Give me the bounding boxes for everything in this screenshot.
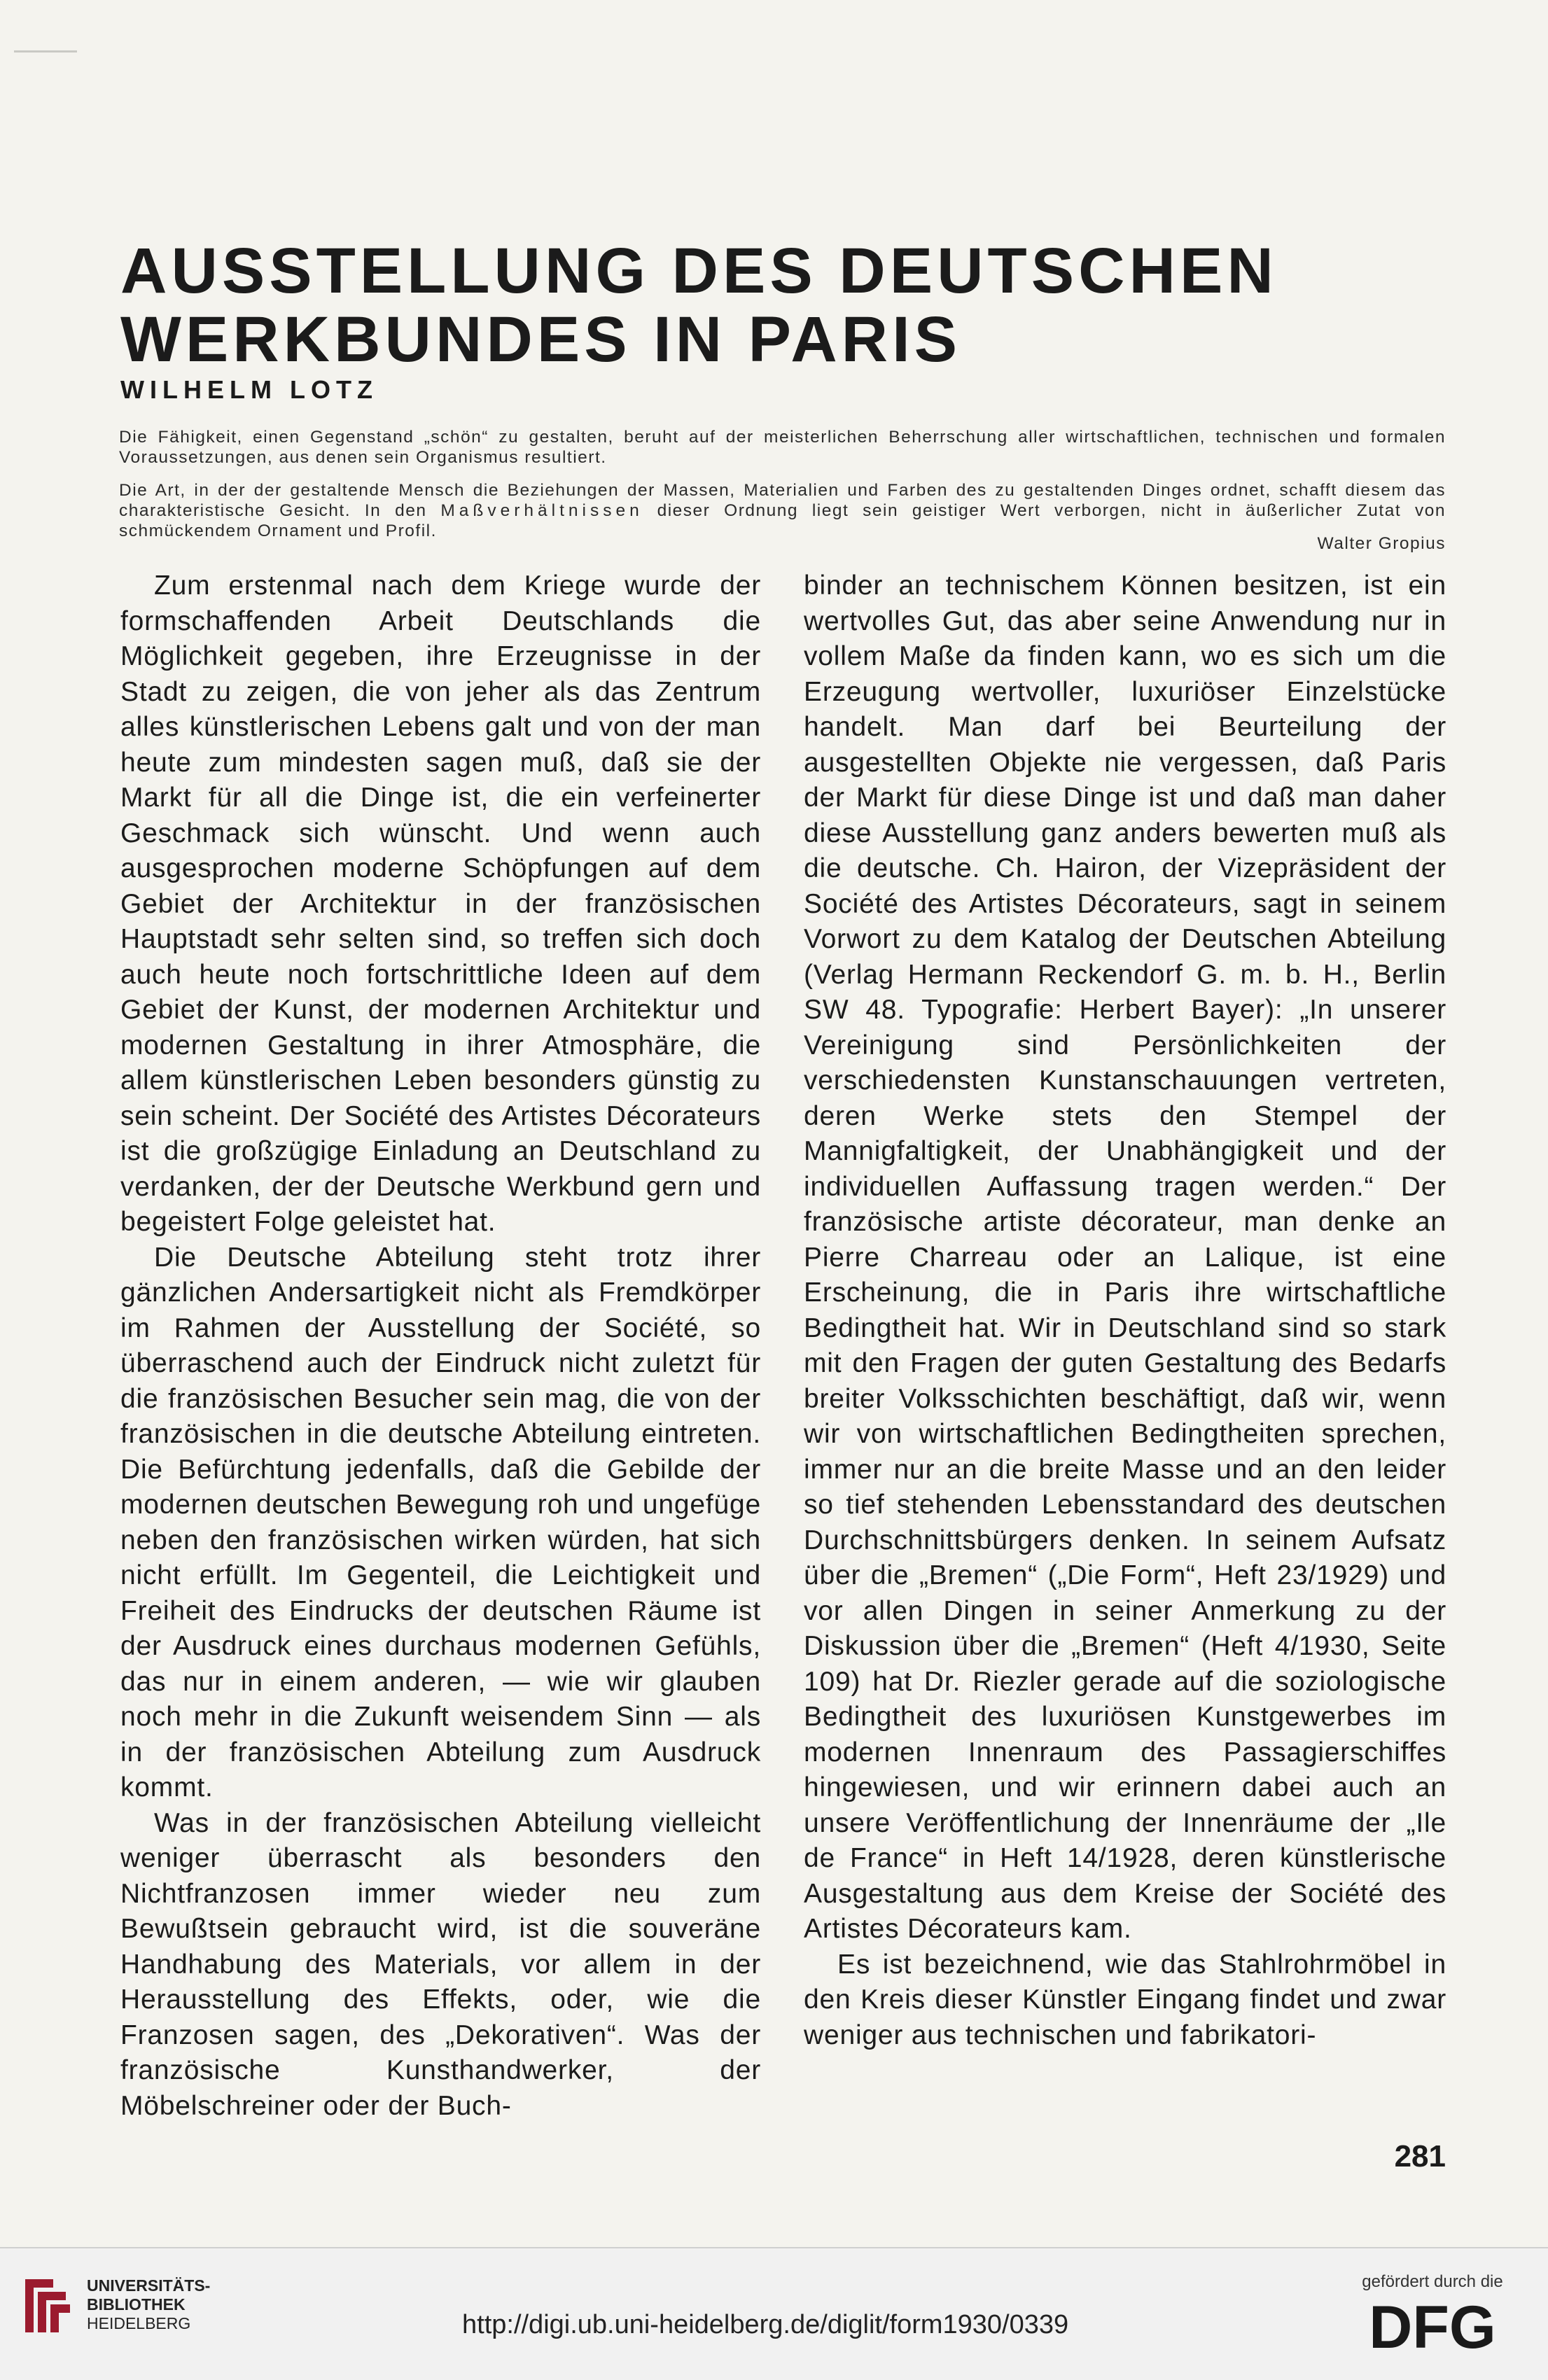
left-column (120, 568, 761, 2124)
body-paragraph: Zum erstenmal nach dem Kriege wurde der formschaffenden Arbeit Deutschlands die Möglichkeit gegeben, ihre Erzeugnisse in der Stadt zu zeigen, die von jeher als das Zentrum alles künstlerischen Lebens galt und von der man heute zum mindesten sagen muß, daß sie der Markt für all die Dinge ist, die ein verfeinerter Geschmack sich wünscht. Und wenn auch ausgesprochen moderne Schöpfungen auf dem Gebiet der Architektur in der französischen Hauptstadt sehr selten sind, so treffen sich doch auch heute noch fortschrittliche Ideen auf dem Gebiet der Kunst, der modernen Architektur und modernen Gestaltung in ihrer Atmosphäre, die allem künstlerischen Leben besonders günstig zu sein scheint. Der Société des Artistes Décorateurs ist die großzügige Einladung an Deutschland zu verdanken, der der Deutsche Werkbund gern und begeistert Folge geleistet hat. (120, 570, 761, 1237)
epigraph-text-a: Die Art, in der der gestaltende Mensch die Beziehungen der Massen, Materialien und Farben des zu gestaltenden Dinges ordnet, schafft diesem das charakteristische Gesicht. In den (119, 481, 1446, 520)
epigraph-signature: Walter Gropius (1317, 534, 1446, 553)
page-number: 281 (1394, 2139, 1446, 2174)
library-name-line3: HEIDELBERG (87, 2314, 191, 2332)
epigraph-text-b: dieser Ordnung liegt sein geistiger Wert verborgen, nicht in äußerlicher Zutat von schmückendem Ornament und Profil. (119, 501, 1446, 540)
funding-block (1359, 2272, 1506, 2356)
article-author: WILHELM LOTZ (120, 375, 378, 404)
body-paragraph: Was in der französischen Abteilung vielleicht weniger überrascht als besonders den Nichtfranzosen immer wieder neu zum Bewußtsein gebraucht wird, ist die souveräne Handhabung des Materials, vor allem in der Herausstellung des Effekts, oder, wie die Franzosen sagen, des „Dekorativen“. Was der französische Kunsthandwerker, der Möbelschreiner oder der Buch- (120, 1807, 761, 2121)
epigraph-spaced-word: Maßverhältnissen (440, 501, 643, 520)
right-column (804, 568, 1446, 2053)
library-logo-icon (20, 2274, 76, 2338)
dfg-logo-icon (1359, 2296, 1506, 2356)
epigraph (119, 427, 1446, 566)
epigraph-paragraph-1: Die Fähigkeit, einen Gegenstand „schön“ zu gestalten, beruht auf der meisterlichen Beherrschung aller wirtschaftlichen, technischen und formalen Voraussetzungen, aus denen sein Organismus resultiert. (119, 428, 1446, 467)
scan-mark (14, 50, 77, 52)
funding-text: gefördert durch die (1362, 2272, 1503, 2291)
epigraph-paragraph-2 (119, 480, 1446, 541)
body-paragraph: binder an technischem Können besitzen, ist ein wertvolles Gut, das aber seine Anwendung nur in vollem Maße da finden kann, wo es sich um die Erzeugung wertvoller, luxuriöser Einzelstücke handelt. Man darf bei Beurteilung der ausgestellten Objekte nie vergessen, daß Paris der Markt für diese Dinge ist und daß man daher diese Ausstellung ganz anders bewerten muß als die deutsche. Ch. Hairon, der Vizepräsident der Société des Artistes Décorateurs, sagt in seinem Vorwort zu dem Katalog der Deutschen Abteilung (Verlag Hermann Reckendorf G. m. b. H., Berlin SW 48. Typografie: Herbert Bayer): „In unserer Vereinigung sind Persönlichkeiten der verschiedensten Kunstanschauungen vertreten, deren Werke stets den Stempel der Mannigfaltigkeit, der Unabhängigkeit und der individuellen Auffassung tragen werden.“ Der französische artiste décorateur, man denke an Pierre Charreau oder an Lalique, ist eine Erscheinung, die in Paris ihre wirtschaftliche Bedingtheit hat. Wir in Deutschland sind so stark mit den Fragen der guten Gestaltung des Bedarfs breiter Volksschichten beschäftigt, daß wir, wenn wir von wirtschaftlichen Bedingtheiten sprechen, immer nur an die breite Masse und an den leider so tief stehenden Lebensstandard des deutschen Durchschnittsbürgers denken. In seinem Aufsatz über die „Bremen“ („Die Form“, Heft 23/1929) und vor allen Dingen in seiner Anmerkung zu der Diskussion über die „Bremen“ (Heft 4/1930, Seite 109) hat Dr. Riezler gerade auf die soziologische Bedingtheit des luxuriösen Kunstgewerbes im modernen Innenraum des Passagierschiffes hingewiesen, und wir erinnern dabei auch an unsere Veröffentlichung der Innenräume der „Ile de France“ in Heft 14/1928, deren künstlerische Ausgestaltung aus dem Kreise der Société des Artistes Décorateurs kam. (804, 570, 1446, 1944)
dfg-logo-text: DFG (1369, 2296, 1496, 2356)
library-name (87, 2276, 210, 2333)
body-paragraph: Die Deutsche Abteilung steht trotz ihrer gänzlichen Andersartigkeit nicht als Fremdkörper im Rahmen der Ausstellung der Société, so überraschend auch der Eindruck nicht zuletzt für die französischen Besucher sein mag, die von der französischen in die deutsche Abteilung eintreten. Die Befürchtung jedenfalls, daß die Gebilde der modernen deutschen Bewegung roh und ungefüge neben den französischen wirken würden, hat sich nicht erfüllt. Im Gegenteil, die Leichtigkeit und Freiheit des Eindrucks der deutschen Räume ist der Ausdruck eines durchaus modernen Gefühls, das nur in einem anderen, — wie wir glauben noch mehr in die Zukunft weisendem Sinn — als in der französischen Abteilung zum Ausdruck kommt. (120, 1242, 761, 1802)
source-url-link[interactable]: http://digi.ub.uni-heidelberg.de/diglit/form1930/0339 (462, 2310, 1069, 2339)
body-paragraph: Es ist bezeichnend, wie das Stahlrohrmöbel in den Kreis dieser Künstler Eingang findet und zwar weniger aus technischen und fabrikatori- (804, 1949, 1446, 2050)
article-title: AUSSTELLUNG DES DEUTSCHEN WERKBUNDES IN PARIS (120, 235, 1278, 375)
library-name-line2: BIBLIOTHEK (87, 2295, 186, 2314)
digitization-footer (0, 2247, 1548, 2380)
library-name-line1: UNIVERSITÄTS- (87, 2276, 211, 2295)
